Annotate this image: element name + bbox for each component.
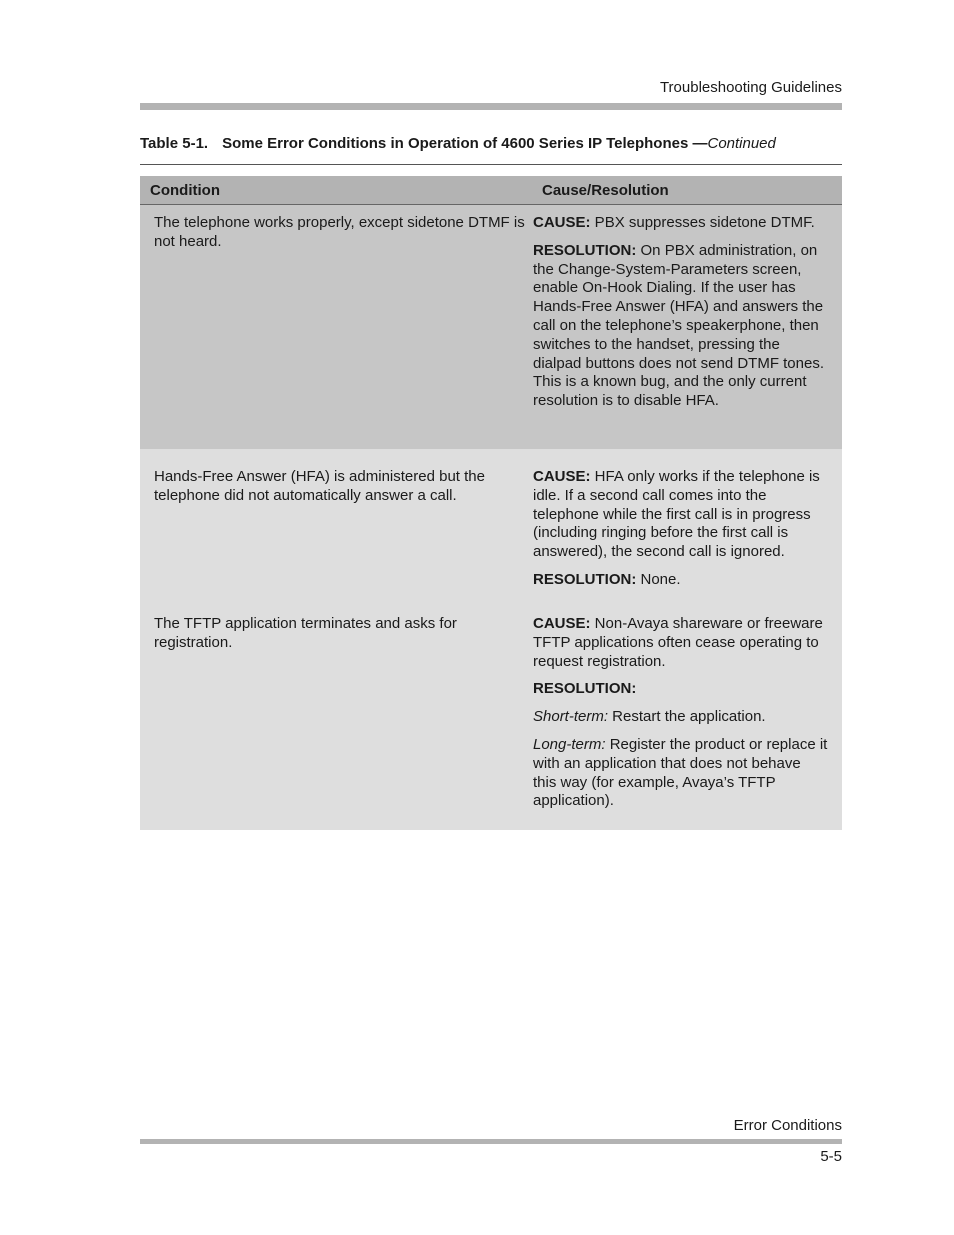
error-conditions-table xyxy=(140,176,842,830)
table-title: Some Error Conditions in Operation of 4600 Series IP Telephones — xyxy=(222,135,708,152)
cause-paragraph xyxy=(533,615,828,671)
table-number: Table 5-1. xyxy=(140,135,209,152)
condition-cell xyxy=(140,214,533,449)
column-header-cause-resolution: Cause/Resolution xyxy=(542,182,669,199)
short-term-paragraph xyxy=(533,708,828,727)
cause-text: HFA only works if the telephone is idle. If a second call comes into the telephone while the first call is in progress (including ringing before the first call is answered), the second call is ignored. xyxy=(533,468,820,561)
resolution-text: On PBX administration, on the Change-System-Parameters screen, enable On-Hook Dialing. If the user has Hands-Free Answer (HFA) and answers the call on the telephone’s speakerphone, then switches to the handset, pressing the dialpad buttons does not send DTMF tones. This is a known bug, and the only current resolution is to disable HFA. xyxy=(533,241,825,410)
cause-resolution-cell xyxy=(533,615,842,830)
short-term-label: Short-term: xyxy=(533,708,609,726)
cause-label: CAUSE: xyxy=(533,615,591,632)
cause-label: CAUSE: xyxy=(533,214,591,231)
cause-resolution-cell xyxy=(533,468,842,608)
long-term-paragraph xyxy=(533,736,828,811)
resolution-heading xyxy=(533,680,828,699)
resolution-label: RESOLUTION: xyxy=(533,570,637,588)
table-header xyxy=(140,176,842,205)
caption-rule xyxy=(140,164,842,165)
cause-resolution-cell xyxy=(533,214,842,449)
resolution-label: RESOLUTION: xyxy=(533,680,637,698)
cause-text: Non-Avaya shareware or freeware TFTP applications often cease operating to request registration. xyxy=(533,615,823,670)
cause-text: PBX suppresses sidetone DTMF. xyxy=(590,214,815,231)
condition-text: The telephone works properly, except sidetone DTMF is not heard. xyxy=(154,214,525,250)
table-row xyxy=(140,608,842,830)
cause-paragraph xyxy=(533,214,828,233)
column-header-condition: Condition xyxy=(150,182,220,199)
condition-cell xyxy=(140,615,533,830)
condition-text: Hands-Free Answer (HFA) is administered but the telephone did not automatically answer a call. xyxy=(154,468,485,504)
resolution-paragraph xyxy=(533,571,828,590)
cause-paragraph xyxy=(533,468,828,562)
short-term-text: Restart the application. xyxy=(608,708,766,726)
table-row xyxy=(140,205,842,449)
long-term-text: Register the product or replace it with an application that does not behave this way (for example, Avaya’s TFTP application). xyxy=(533,735,828,810)
running-header: Troubleshooting Guidelines xyxy=(659,79,842,96)
footer-rule xyxy=(140,1139,842,1144)
header-rule xyxy=(140,103,842,110)
resolution-paragraph xyxy=(533,242,828,411)
table-row xyxy=(140,449,842,608)
long-term-label: Long-term: xyxy=(533,735,606,753)
condition-cell xyxy=(140,468,533,608)
table-caption xyxy=(140,135,842,152)
condition-text: The TFTP application terminates and asks for registration. xyxy=(154,615,457,651)
cause-label: CAUSE: xyxy=(533,468,591,485)
resolution-label: RESOLUTION: xyxy=(533,241,637,259)
footer-section-title: Error Conditions xyxy=(733,1117,842,1134)
table-continued: Continued xyxy=(707,135,776,152)
page-number: 5-5 xyxy=(820,1148,842,1165)
resolution-text: None. xyxy=(636,570,681,588)
